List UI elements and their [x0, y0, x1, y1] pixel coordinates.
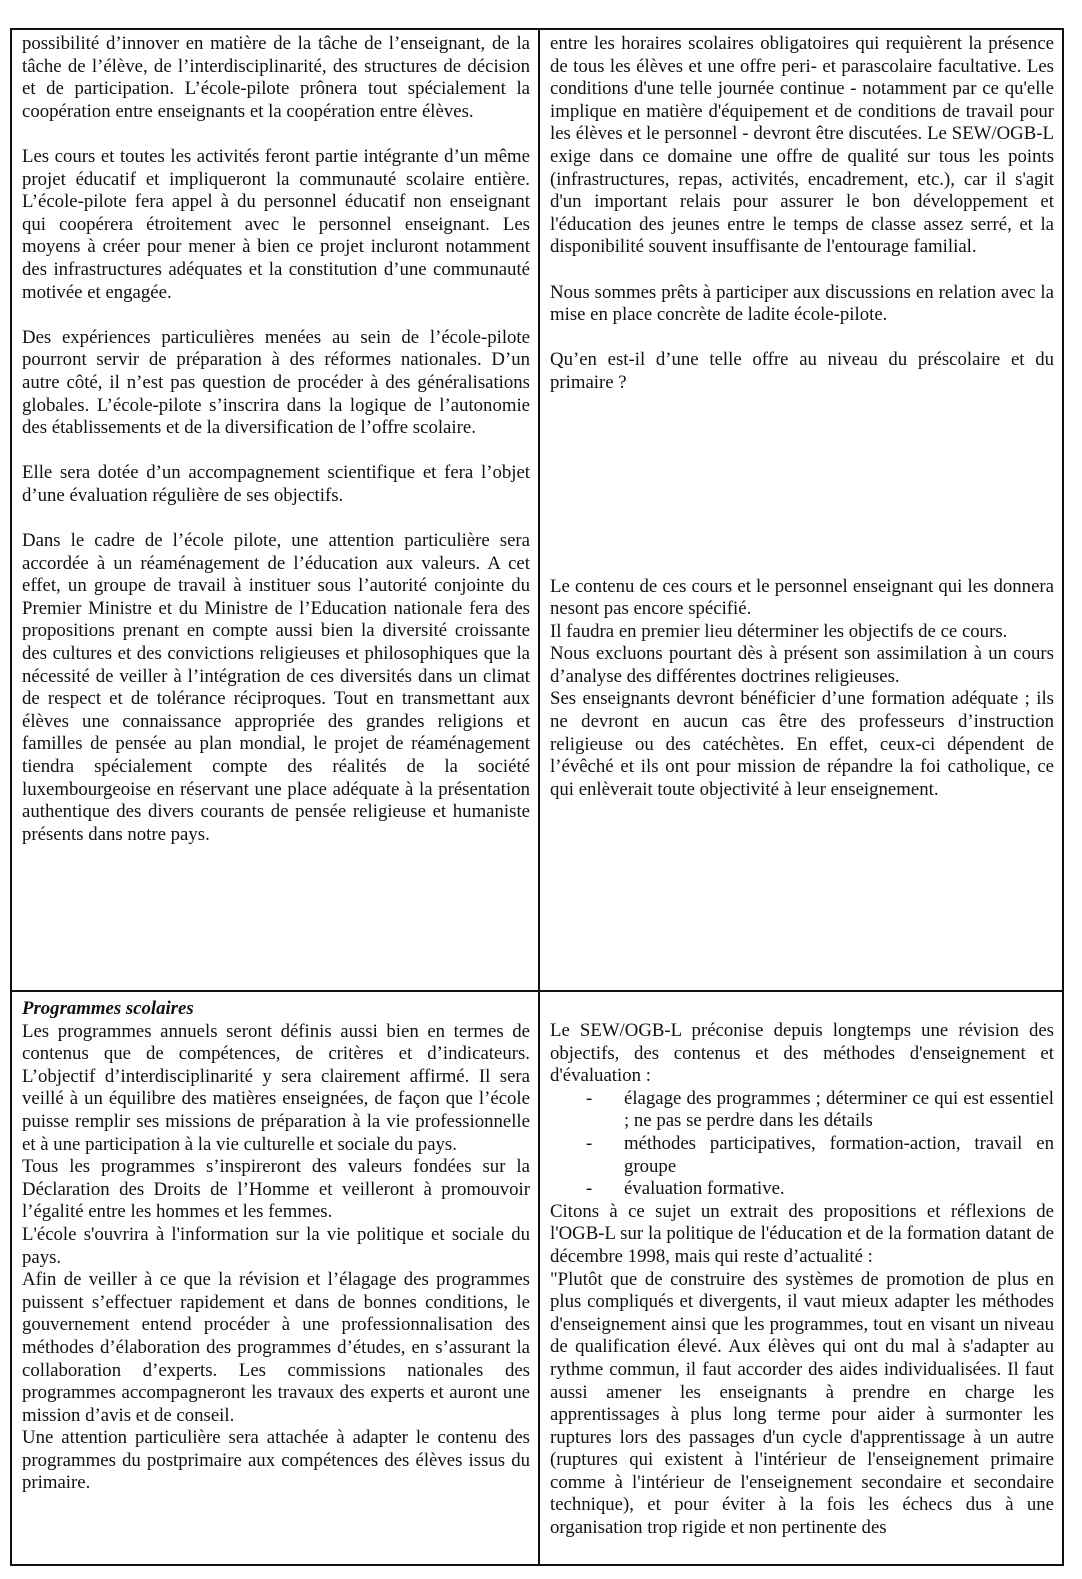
paragraph-prescolaire-question: Qu’en est-il d’une telle offre au niveau du préscolaire et du primaire ? [550, 349, 1054, 393]
line-contenu-cours: Le contenu de ces cours et le personnel enseignant qui les donnera nesont pas encore spécifié. [550, 575, 1054, 620]
paragraph-education-valeurs: Dans le cadre de l’école pilote, une attention particulière sera accordée à un réaménagement de l’éducation aux valeurs. A cet effet, un groupe de travail à instituer sous l’autorité conjointe du Premier Ministre et du Ministre de l’Education nationale fera des propositions prenant en compte aussi bien la diversité croissante des cultures et des convictions religieuses et philosophiques que la nécessité de veiller à l’intégration de ces diversités dans un climat de respect et de tolérance réciproques. Tout en transmettant aux élèves une connaissance appropriée des grandes religions et familles de pensée au plan mondial, le projet de réaménagement tiendra spécialement compte des réalités de la société luxembourgeoise en réservant une place adéquate à la présentation authentique des divers courants de pensée religieuse et humaniste présents dans notre pays. [22, 530, 530, 845]
line-exclusion-assimilation: Nous excluons pourtant dès à présent son assimilation à un cours d’analyse des différentes doctrines religieuses. [550, 643, 1054, 687]
right-top-cell [539, 29, 1063, 991]
paragraph-participer-discussions: Nous sommes prêts à participer aux discussions en relation avec la mise en place concrète de ladite école-pilote. [550, 281, 1054, 326]
list-item: - méthodes participatives, formation-action, travail en groupe [586, 1132, 1054, 1177]
section-heading-programmes: Programmes scolaires [22, 998, 194, 1019]
paragraph-sew-revision: Le SEW/OGB-L préconise depuis longtemps une révision des objectifs, des contenus et des méthodes d'enseignement et d'évaluation : [550, 1020, 1054, 1087]
comparison-table [10, 28, 1064, 1566]
line-revision-elagage: Afin de veiller à ce que la révision et l’élagage des programmes puissent s’effectuer rapidement et dans de bonnes conditions, le gouvernement entend procéder à une professionnalisation des méthodes d’élaboration des programmes d’études, en s’assurant la collaboration d’experts. Les commissions nationales des programmes accompagneront les travaux des experts et auront une mission d’avis et de conseil. [22, 1269, 530, 1426]
left-top-cell [11, 29, 539, 991]
dash-bullet-icon: - [586, 1178, 593, 1200]
dash-bullet-icon: - [586, 1087, 593, 1109]
bullet-list [550, 1088, 1054, 1201]
line-objectifs-cours: Il faudra en premier lieu déterminer les objectifs de ce cours. [550, 620, 1008, 642]
paragraph-horaires: entre les horaires scolaires obligatoires qui requièrent la présence de tous les élèves et une offre peri- et parascolaire facultative. Les conditions d'une telle journée continue - notamment par ce qu'elle implique en matière d'équipement et de conditions de travail pour les élèves et le personnel - devront être discutées. Le SEW/OGB-L exige dans ce domaine une offre de qualité sur tous les points (infrastructures, repas, activités, encadrement, etc.), car il s'agit d'un important relais pour assurer le bon développement et l'éducation des jeunes entre le temps de classe assez serré, et la disponibilité souvent insuffisante de l'entourage familial. [550, 33, 1054, 258]
line-programmes-annuels: Les programmes annuels seront définis aussi bien en termes de contenus que de compétences, de critères et d’indicateurs. L’objectif d’interdisciplinarité y sera clairement affirmé. Il sera veillé à un équilibre des matières enseignées, de façon que l’école puisse remplir ses missions de préparation à la vie professionnelle et à une participation à la vie culturelle et sociale du pays. [22, 1020, 530, 1155]
paragraph-citation-intro: Citons à ce sujet un extrait des propositions et réflexions de l'OGB-L sur la politique de l'éducation et de la formation datant de décembre 1998, mais qui reste d’actualité : [550, 1200, 1054, 1267]
paragraph-accompagnement: Elle sera dotée d’un accompagnement scientifique et fera l’objet d’une évaluation régulière de ses objectifs. [22, 462, 530, 506]
paragraph-experiences: Des expériences particulières menées au sein de l’école-pilote pourront servir de préparation à des réformes nationales. D’un autre côté, il n’est pas question de procéder à des généralisations globales. L’école-pilote s’inscrira dans la logique de l’autonomie des établissements et de la diversification de l’offre scolaire. [22, 326, 530, 439]
paragraph-quote: "Plutôt que de construire des systèmes de promotion de plus en plus compliqués et divergents, il vaut mieux adapter les méthodes d'enseignement ainsi que les programmes, tout en visant un niveau de qualification élevé. Aux élèves qui ont du mal à s'adapter au rythme commun, il faut accorder des aides individualisées. Il faut aussi amener les enseignants à prendre en charge les apprentissages à plus long terme pour aider à surmonter les ruptures lors des passages d'un cycle d'apprentissage à un autre (ruptures qui existent à l'intérieur de l'enseignement primaire comme à l'intérieur de l'enseignement secondaire et secondaire technique), et pour éviter à la fois les échecs dus à une organisation trop rigide et non pertinente des [550, 1268, 1054, 1539]
table-row [11, 29, 1063, 991]
document-page [10, 28, 1064, 1564]
table-row [11, 991, 1063, 1565]
list-item: - évaluation formative. [586, 1178, 785, 1200]
line-enseignants-formation: Ses enseignants devront bénéficier d’une formation adéquate ; ils ne devront en aucun cas être des professeurs d’instruction religieuse ou des catéchètes. En effet, ceux-ci dépendent de l’évêché et ils ont pour mission de répandre la foi catholique, ce qui enlèverait toute objectivité à leur enseignement. [550, 688, 1054, 800]
paragraph-projet-educatif: Les cours et toutes les activités feront partie intégrante d’un même projet éducatif et impliqueront la communauté scolaire entière. L’école-pilote fera appel à du personnel éducatif non enseignant qui coopérera étroitement avec le personnel enseignant. Les moyens à créer pour mener à bien ce projet incluront notamment des infrastructures adéquates et la constitution d’une communauté motivée et engagée. [22, 145, 530, 303]
line-droits-homme: Tous les programmes s’inspireront des valeurs fondées sur la Déclaration des Droits de l’Homme et veilleront à promouvoir l’égalité entre les hommes et les femmes. [22, 1156, 530, 1223]
list-item: - élagage des programmes ; déterminer ce qui est essentiel ; ne pas se perdre dans les détails [586, 1087, 1054, 1132]
left-bottom-cell [11, 991, 539, 1565]
line-information-politique: L'école s'ouvrira à l'information sur la vie politique et sociale du pays. [22, 1223, 530, 1268]
right-bottom-cell [539, 991, 1063, 1565]
paragraph-ecole-pilote-innovation: possibilité d’innover en matière de la tâche de l’enseignant, de la tâche de l’élève, de l’interdisciplinarité, des structures de décision et de participation. L’école-pilote prônera tout spécialement la coopération entre enseignants et la coopération entre élèves. [22, 33, 530, 122]
dash-bullet-icon: - [586, 1132, 593, 1154]
line-postprimaire: Une attention particulière sera attachée à adapter le contenu des programmes du postprimaire aux compétences des élèves issus du primaire. [22, 1427, 530, 1494]
